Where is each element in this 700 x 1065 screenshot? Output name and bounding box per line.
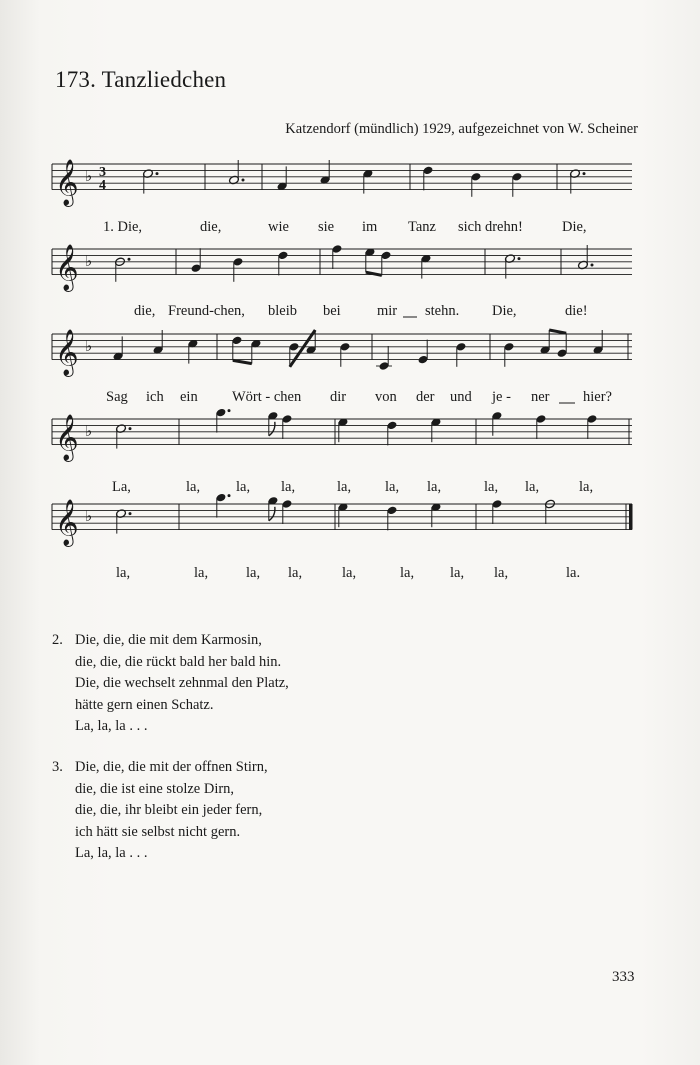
stanza-line: hätte gern einen Schatz. [75,696,214,713]
lyric-syllable: der [416,389,435,405]
dot [242,179,245,182]
note [231,336,242,361]
staff-system-1 [52,160,632,208]
flat-key-signature-icon: ♭ [85,251,93,270]
note [386,421,397,446]
note [386,506,397,531]
lyric-syllable: die, [134,303,156,319]
lyric-syllable: ich [146,389,164,405]
stanza-line: ich hätt sie selbst nicht gern. [75,823,241,840]
note [544,499,555,524]
stanza-line: La, la, la . . . [75,718,148,735]
note [511,172,522,197]
stanza-line: die, die ist eine stolze Dirn, [75,780,235,797]
note [535,414,546,439]
lyric-syllable: im [362,219,378,235]
staff-system-3 [52,330,632,378]
lyric-syllable: la, [342,565,357,581]
note [556,333,567,358]
lyric-syllable: Die, [492,303,517,319]
lyric-syllable: die, [200,219,222,235]
flat-key-signature-icon: ♭ [85,421,93,440]
stanza-number: 2. [52,632,63,648]
note [331,244,342,269]
lyric-syllable: bleib [268,303,297,319]
flat-key-signature-icon: ♭ [85,336,93,355]
lyric-syllable: stehn. [425,303,460,319]
dot [518,257,521,260]
page-number: 333 [612,969,635,985]
lyric-syllable: die! [565,303,588,319]
lyric-syllable: dir [330,389,347,405]
dot [228,409,231,412]
lyric-syllable: la, [186,479,201,495]
note [503,342,514,367]
lyric-syllable: la, [400,565,415,581]
stanza-number: 3. [52,759,63,775]
dot [128,258,131,261]
note [339,342,350,367]
dot [129,427,132,430]
note [376,346,392,371]
lyric-syllable: la, [236,479,251,495]
lyric-syllable: la, [494,565,509,581]
final-barline-thick [629,504,633,530]
stanza-line: Die, die wechselt zehnmal den Platz, [75,675,289,692]
dot [129,512,132,515]
lyric-syllable: mir [377,303,398,319]
lyric-syllable: und [450,389,472,405]
stanza-line: die, die, ihr bleibt ein jeder fern, [75,802,263,819]
note [114,257,130,282]
lyric-syllable: sie [318,219,335,235]
lyric-syllable: la, [450,565,465,581]
lyric-syllable: la, [525,479,540,495]
flat-key-signature-icon: ♭ [85,506,93,525]
note [586,414,597,439]
stanza-line: Die, die, die mit dem Karmosin, [75,632,262,648]
note [455,342,466,367]
song-source: Katzendorf (mündlich) 1929, aufgezeichnet von W. Scheiner [285,121,638,137]
lyric-syllable: je - [492,389,511,405]
note [232,257,243,282]
lyric-syllable: sich drehn! [458,219,523,235]
treble-clef-icon: 𝄞 [55,159,79,206]
beam [233,360,252,363]
lyric-syllable: bei [323,303,341,319]
note [470,172,481,197]
dot [228,494,231,497]
staff-system-2 [52,244,632,292]
beam [549,330,566,333]
lyric-syllable: la, [194,565,209,581]
lyric-syllable: la, [484,479,499,495]
lyric-syllable: la, [116,565,131,581]
lyric-syllable: la, [281,479,296,495]
note [215,408,230,433]
note [491,499,502,524]
note [422,166,433,191]
note [281,499,292,524]
lyric-syllable: ein [180,389,198,405]
dot [591,264,594,267]
stanza-line: Die, die, die mit der offnen Stirn, [75,759,268,775]
note [417,340,428,365]
lyric-syllable: 1. Die, [103,219,143,235]
treble-clef-icon: 𝄞 [55,499,79,546]
flat-key-signature-icon: ♭ [85,166,93,185]
lyric-syllable: wie [268,219,289,235]
dot [156,172,159,175]
lyric-syllable: ner [531,389,550,405]
lyric-syllable: Freund-chen, [168,303,245,319]
note [281,414,292,439]
stanza-line: die, die, die rückt bald her bald hin. [75,653,282,670]
lyric-syllable: Tanz [408,219,436,235]
flag [269,422,275,436]
lyric-syllable: von [375,389,397,405]
treble-clef-icon: 𝄞 [55,329,79,376]
treble-clef-icon: 𝄞 [55,244,79,291]
song-title: 173. Tanzliedchen [55,67,227,92]
note [190,248,201,273]
lyric-syllable: hier? [583,389,612,405]
flag [269,507,275,521]
lyric-syllable: la, [579,479,594,495]
lyric-syllable: La, [112,479,131,495]
lyric-syllable: Sag [106,389,128,405]
lyric-syllable: la, [288,565,303,581]
lyric-syllable: la, [337,479,352,495]
time-signature-bottom: 4 [99,178,106,193]
lyric-syllable: la, [427,479,442,495]
note [380,251,391,276]
stanza-2 [52,630,289,738]
treble-clef-icon: 𝄞 [55,414,79,461]
stanza-line: La, la, la . . . [75,845,148,862]
lyric-syllable: la. [566,565,581,581]
lyric-syllable: Die, [562,219,587,235]
note [277,251,288,276]
staff-system-4 [52,408,632,463]
stanza-3 [52,757,268,865]
staff-system-5 [52,493,633,548]
lyric-syllable: la, [385,479,400,495]
dot [583,172,586,175]
lyric-syllable: Wört - chen [232,389,302,405]
note [215,493,230,518]
time-signature-top: 3 [99,165,106,180]
lyric-syllable: la, [246,565,261,581]
